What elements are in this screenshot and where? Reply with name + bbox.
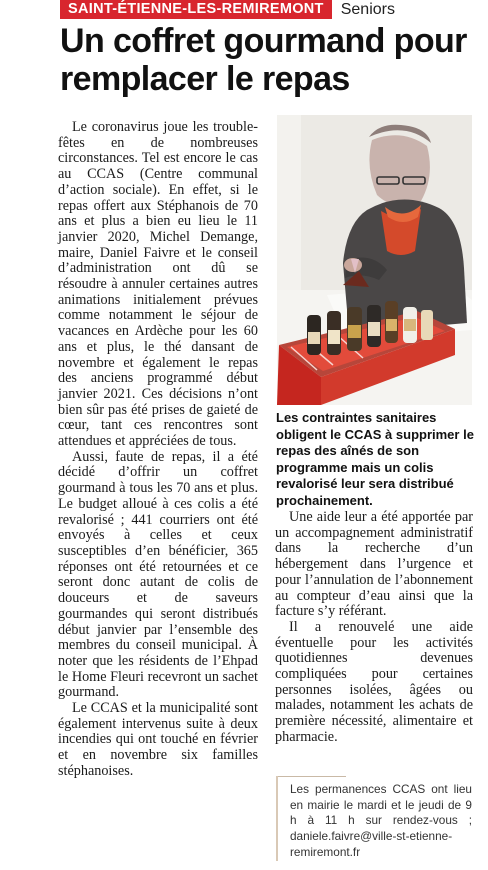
article-column-left [58,120,258,780]
paragraph-2: Aussi, faute de repas, il a été décidé d’offrir un coffret gourmand à tous les 70 ans et plus. Le budget alloué à ces colis a été revalorisé ; 441 courriers ont été envoyés à celles et ceux susceptibles d’en bénéficier, 365 réponses ont été retournées et ce seront donc autant de colis de douceurs et de saveurs gourmandes qui seront distribués début janvier par l’ensemble des membres du conseil municipal. À noter que les résidents de l’Ehpad le Home Fleuri recevront un sachet gourmand. [58,448,258,701]
paragraph-5: Il a renouvelé une aide éventuelle pour les activités quotidiennes devenues compliquées pour certaines personnes isolées, âgées ou malades, notamment les achats de première nécessité, alimentaire et pharmacie. [275,618,473,745]
paragraph-1: Le coronavirus joue les trouble-fêtes en de nombreuses circonstances. Tel est encore le cas au CCAS (Centre communal d’action sociale). En effet, si le repas offert aux Stéphanois de 70 ans et plus a bien eu lieu le 11 janvier 2020, Michel Demange, maire, Daniel Faivre et le conseil d’administration ont dû se résoudre à annuler certaines autres animations initialement prévues comme notamment le séjour de vacances en Ardèche pour les 60 ans et plus, le thé dansant de novembre et également le repas des anciens programmé début janvier 2021. Ces décisions n’ont bien sûr pas été prises de gaieté de cœur, tant ces rencontres sont attendues et appréciées de tous. [58,119,258,450]
article-column-right [275,510,473,746]
paragraph-4: Une aide leur a été apportée par un accompagnement administratif dans la recherche d’un hébergement dans l’urgence et pour l’annulation de l’abonnement au compteur d’eau ainsi que la facture s’y référant. [275,509,473,620]
info-box: Les permanences CCAS ont lieu en mairie le mardi et le jeudi de 9 h à 11 h sur rendez-vous ; daniele.faivre@ville-st-etienne-remiremont.fr [276,776,472,861]
kicker-rubric: Seniors [340,1,395,18]
kicker-city: SAINT-ÉTIENNE-LES-REMIREMONT [60,0,332,19]
photo-caption: Les contraintes sanitaires obligent le CCAS à supprimer le repas des aînés de son programme mais un colis revalorisé leur sera distribué prochainement. [276,410,474,508]
article-headline: Un coffret gourmand pour remplacer le repas [60,22,467,98]
article-photo [277,115,472,405]
section-kicker [60,0,395,19]
paragraph-3: Le CCAS et la municipalité sont également intervenus suite à deux incendies qui ont touché en février et en novembre six familles stéphanoises. [58,700,258,779]
